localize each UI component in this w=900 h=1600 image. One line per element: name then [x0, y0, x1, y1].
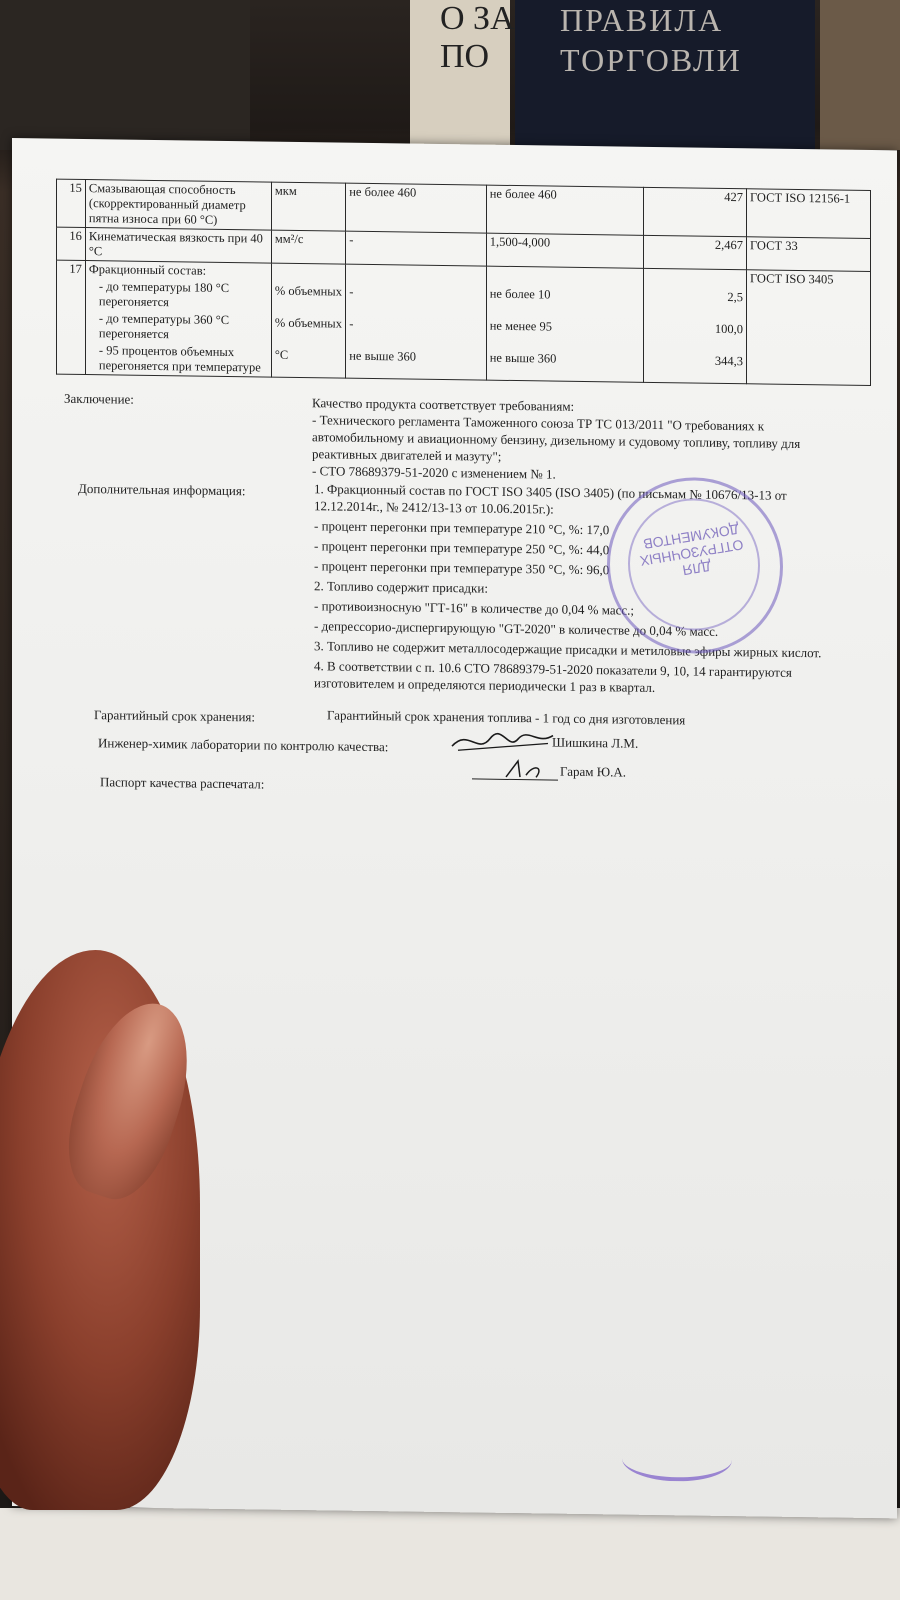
additional-line: - процент перегонки при температуре 350 °С, %: 96,0	[314, 558, 610, 578]
test-standard: ГОСТ ISO 3405	[747, 270, 871, 386]
printed-by-name: Гарам Ю.А.	[560, 763, 626, 780]
norm-2	[486, 266, 643, 382]
additional-line: 1. Фракционный состав по ГОСТ ISO 3405 (ISO 3405) (по письмам № 10676/13-13 от 12.12.2014г., № 2412/13-13 от 10.06.2015г.):	[314, 481, 787, 517]
norm-1: не более 460	[346, 183, 486, 233]
floor	[0, 1508, 900, 1600]
conclusion-line: - Технического регламента Таможенного союза ТР ТС 013/2011 "О требованиях к автомобильному и авиационному бензину, дизельному и судовому топливу, топливу для реактивных двигателей и мазуту";	[312, 412, 801, 464]
shelf-life-label: Гарантийный срок хранения:	[94, 707, 256, 725]
unit: мм²/с	[271, 230, 345, 264]
engineer-label: Инженер-химик лаборатории по контролю качества:	[98, 735, 389, 755]
row-number: 16	[57, 227, 86, 260]
additional-line: - депрессорио-диспергирующую "GT-2020" в количестве до 0,04 % масс.	[314, 618, 719, 639]
conclusion-text	[312, 394, 832, 486]
additional-line: 3. Топливо не содержит металлосодержащие присадки и метиловые эфиры жирных кислот.	[314, 638, 822, 661]
result-value: 427	[643, 187, 746, 236]
conclusion-line: - СТО 78689379-51-2020 с изменением № 1.	[312, 463, 556, 482]
shelf-life-text: Гарантийный срок хранения топлива - 1 год со дня изготовления	[327, 707, 686, 728]
norm-1	[346, 264, 486, 380]
sub-unit: % объемных	[274, 283, 342, 299]
norm-1: -	[346, 231, 486, 266]
sub-property-name: - до температуры 360 °С перегоняется	[98, 311, 230, 342]
property-name	[85, 261, 271, 378]
additional-line: - процент перегонки при температуре 210 °С, %: 17,0	[314, 518, 610, 538]
stamp-text: ДЛЯ ОТГРУЗОЧНЫХ ДОКУМЕНТОВ	[638, 521, 745, 579]
result-value	[643, 268, 746, 383]
printed-by-label: Паспорт качества распечатал:	[100, 774, 265, 792]
background-book	[820, 0, 900, 150]
sub-property-name: - до температуры 180 °С перегоняется	[98, 279, 230, 310]
sub-norm-1: -	[349, 284, 354, 299]
property-name: Смазывающая способность (скорректированный диаметр пятна износа при 60 °С)	[85, 180, 271, 231]
background-book	[0, 0, 250, 150]
norm-2: не более 460	[486, 185, 643, 235]
sub-unit: % объемных	[274, 315, 342, 331]
sub-norm-2: не более 10	[489, 286, 551, 302]
stamp-partial	[622, 1437, 732, 1483]
additional-info-label: Дополнительная информация:	[78, 480, 246, 499]
sub-norm-1: -	[349, 316, 354, 331]
book-title: ПРАВИЛА ТОРГОВЛИ	[560, 2, 742, 78]
result-value: 2,467	[643, 235, 746, 269]
test-standard: ГОСТ ISO 12156-1	[747, 189, 871, 239]
row-number: 15	[57, 179, 86, 227]
unit: мкм	[271, 182, 345, 231]
norm-2: 1,500-4,000	[486, 233, 643, 268]
company-stamp	[607, 476, 783, 654]
sub-norm-2: не менее 95	[489, 318, 552, 334]
engineer-name: Шишкина Л.М.	[552, 734, 639, 751]
additional-line: - противоизносную "ГТ-16" в количестве до 0,04 % масс.;	[314, 598, 634, 618]
additional-line: 4. В соответствии с п. 10.6 СТО 78689379-51-2020 показатели 9, 10, 14 гарантируются изготовителем и определяются периодически 1 раз в квартал.	[314, 658, 792, 695]
sub-property-name: - 95 процентов объемных перегоняется при температуре	[98, 343, 261, 375]
property-name: Кинематическая вязкость при 40 °С	[85, 228, 271, 264]
test-standard: ГОСТ 33	[747, 237, 871, 272]
sub-result-value: 2,5	[727, 289, 744, 305]
book-title: О ЗА ПО	[440, 0, 515, 75]
property-group-title: Фракционный состав:	[88, 262, 207, 278]
sub-result-value: 100,0	[714, 321, 744, 337]
row-number: 17	[57, 260, 86, 374]
additional-line: 2. Топливо содержит присадки:	[314, 578, 488, 596]
conclusion-label: Заключение:	[64, 390, 134, 407]
sub-unit: °С	[274, 347, 289, 362]
sub-norm-1: не выше 360	[349, 348, 416, 364]
sub-norm-2: не выше 360	[489, 350, 557, 366]
unit	[271, 263, 345, 378]
additional-line: - процент перегонки при температуре 250 °С, %: 44,0	[314, 538, 610, 558]
table-row	[57, 260, 871, 385]
properties-table	[56, 179, 871, 386]
sub-result-value: 344,3	[714, 353, 744, 369]
conclusion-line: Качество продукта соответствует требованиям:	[312, 395, 575, 414]
